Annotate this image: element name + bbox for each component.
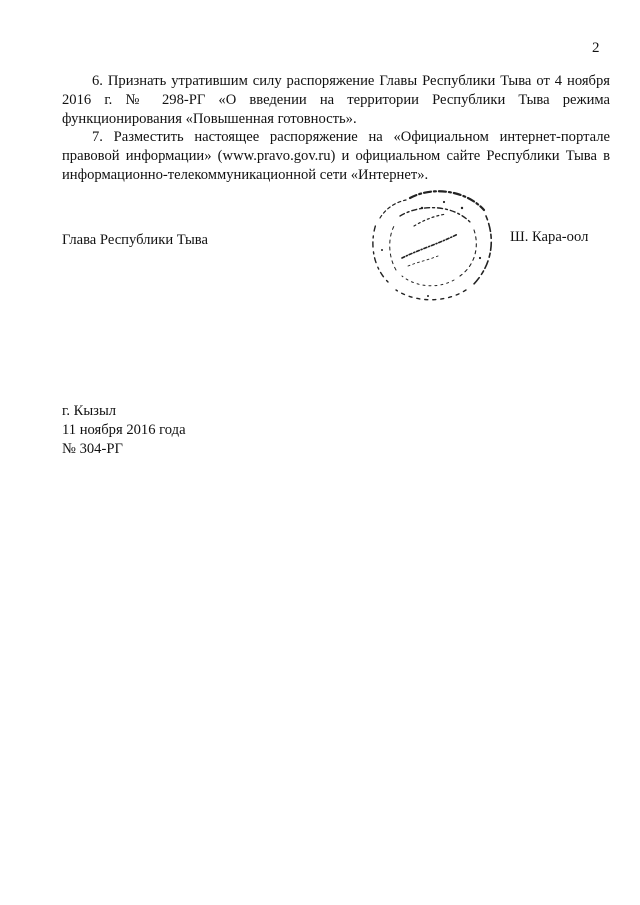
- page-number: 2: [592, 40, 600, 56]
- paragraph-6: 6. Признать утратившим силу распоряжение Главы Республики Тыва от 4 ноября 2016 г. № 298-РГ «О введении на территории Республики Тыва режима функционирования «Повышенная готовность».: [62, 73, 610, 127]
- footer-number: № 304-РГ: [62, 441, 123, 457]
- signatory-name: Ш. Кара-оол: [510, 229, 589, 245]
- paragraph-7: 7. Разместить настоящее распоряжение на «Официальном интернет-портале правовой информации» (www.pravo.gov.ru) и официальном сайте Республики Тыва в информационно-телекоммуникационной сети «Интернет».: [62, 129, 610, 183]
- official-seal-stamp: [362, 180, 498, 306]
- signatory-title: Глава Республики Тыва: [62, 232, 208, 248]
- footer-city: г. Кызыл: [62, 403, 117, 419]
- document-footer: [62, 402, 186, 459]
- footer-date: 11 ноября 2016 года: [62, 422, 186, 438]
